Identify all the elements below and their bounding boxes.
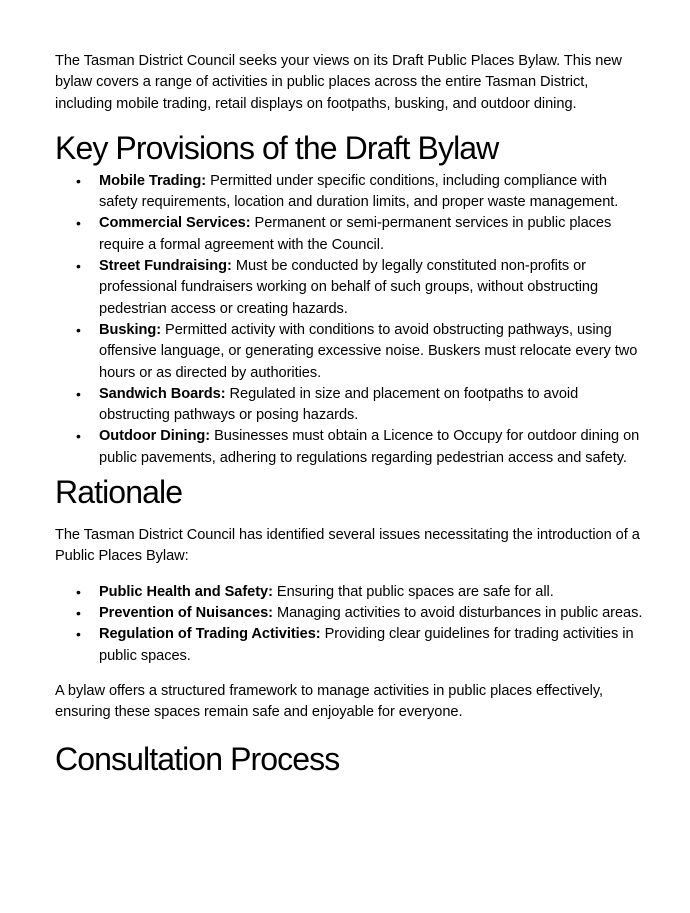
item-text: Must be conducted by legally constituted non-profits or professional fundraisers working on behalf of such groups, without obstructing pedestrian access or creating hazards. [99, 258, 599, 317]
list-item [55, 320, 645, 384]
item-term: Street Fundraising: [99, 258, 232, 275]
list-item [55, 384, 645, 427]
bullet-icon: • [76, 583, 81, 600]
bullet-icon: • [76, 172, 81, 189]
item-text: Managing activities to avoid disturbances in public areas. [272, 604, 643, 621]
bullet-icon: • [76, 385, 81, 402]
consultation-heading: Consultation Process [55, 741, 340, 778]
key-provisions-heading: Key Provisions of the Draft Bylaw [55, 129, 499, 166]
item-term: Sandwich Boards: [99, 385, 226, 402]
rationale-intro-paragraph: The Tasman District Council has identified several issues necessitating the introduction of a Public Places Bylaw: [55, 527, 640, 565]
list-item [55, 213, 645, 256]
bullet-icon: • [76, 604, 81, 621]
item-text: Permitted activity with conditions to avoid obstructing pathways, using offensive language, or generating excessive noise. Buskers must relocate every two hours or as directed by authorities. [99, 321, 638, 381]
bullet-icon: • [76, 321, 81, 338]
rationale-list [55, 582, 645, 667]
closing-paragraph: A bylaw offers a structured framework to manage activities in public places effectively, ensuring these spaces remain safe and enjoyable for everyone. [55, 682, 603, 721]
key-provisions-list [55, 171, 645, 469]
list-item [55, 582, 645, 603]
intro-paragraph: The Tasman District Council seeks your views on its Draft Public Places Bylaw. This new bylaw covers a range of activities in public places across the entire Tasman District, including mobile trading, retail displays on footpaths, busking, and outdoor dining. [55, 53, 622, 112]
bullet-icon: • [76, 626, 81, 643]
bullet-icon: • [76, 428, 81, 445]
item-text: Businesses must obtain a Licence to Occupy for outdoor dining on public pavements, adhering to regulations regarding pedestrian access and safety. [99, 428, 640, 466]
rationale-heading: Rationale [55, 474, 183, 511]
item-text: Ensuring that public spaces are safe for all. [272, 583, 554, 600]
item-text: Providing clear guidelines for trading activities in public spaces. [99, 626, 634, 664]
item-term: Mobile Trading: [99, 172, 207, 189]
list-item [55, 624, 645, 667]
list-item [55, 171, 645, 214]
item-text: Permanent or semi-permanent services in public places require a formal agreement with the Council. [99, 215, 612, 253]
item-term: Prevention of Nuisances: [99, 604, 273, 621]
item-term: Regulation of Trading Activities: [99, 626, 321, 643]
item-term: Public Health and Safety: [99, 583, 273, 600]
document-page [55, 51, 645, 778]
item-term: Commercial Services: [99, 215, 251, 232]
list-item [55, 426, 645, 469]
item-text: Regulated in size and placement on footpaths to avoid obstructing pathways or posing hazards. [99, 385, 579, 424]
list-item [55, 256, 645, 320]
list-item [55, 603, 645, 624]
item-term: Busking: [99, 321, 162, 338]
item-term: Outdoor Dining: [99, 428, 211, 445]
bullet-icon: • [76, 215, 81, 232]
bullet-icon: • [76, 258, 81, 275]
item-text: Permitted under specific conditions, including compliance with safety requirements, location and duration limits, and proper waste management. [99, 172, 619, 211]
